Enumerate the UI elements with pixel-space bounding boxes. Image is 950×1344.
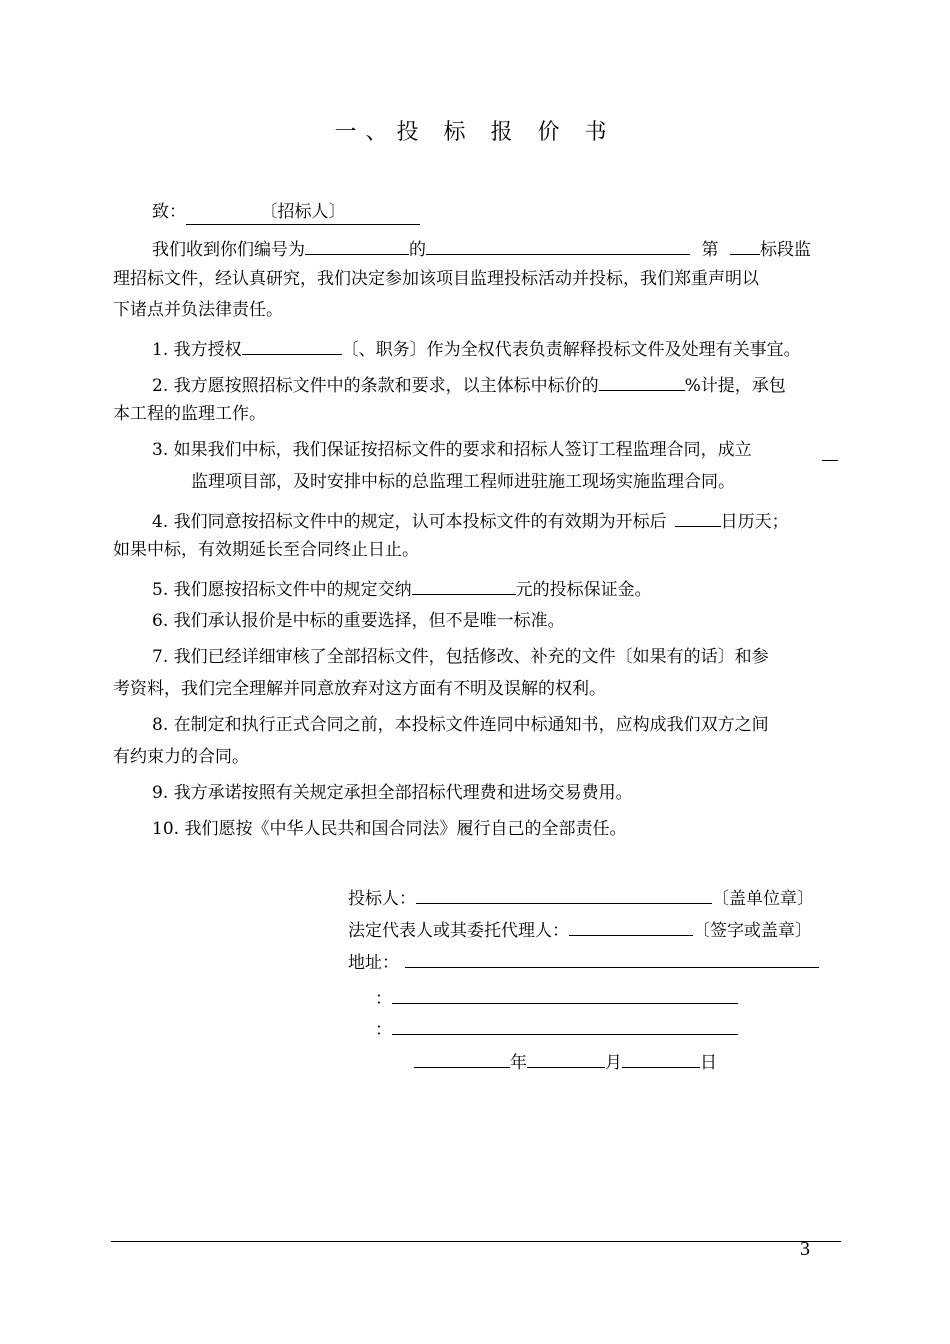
clause-1 [152,335,801,362]
bidder-label: 投标人： [348,889,416,909]
bidder-field[interactable] [416,884,712,904]
clause-text: 1. 我方授权 [152,340,242,360]
clause-7-line-1: 7. 我们已经详细审核了全部招标文件，包括修改、补充的文件〔如果有的话〕和参 [152,647,769,667]
tender-number-field[interactable] [305,235,409,255]
section-number-field[interactable] [730,235,760,255]
footer-rule [111,1241,841,1242]
fee-percent-field[interactable] [599,371,685,391]
representative-name-field[interactable] [242,335,342,355]
bid-bond-amount-field[interactable] [412,575,516,595]
clause-8-line-1: 8. 在制定和执行正式合同之前，本投标文件连同中标通知书，应构成我们双方之间 [152,715,769,735]
clause-2-line-1 [152,371,786,398]
clause-2-line-2: 本工程的监理工作。 [113,404,266,424]
address-field[interactable] [405,948,819,968]
clause-text: 元的投标保证金。 [515,580,652,600]
clause-text: 2. 我方愿按照招标文件中的条款和要求，以主体标中标价的 [152,376,599,396]
page-title: 一、投 标 报 价 书 [334,120,616,145]
project-department-field[interactable] [822,441,838,461]
clause-10: 10. 我们愿按《中华人民共和国合同法》履行自己的全部责任。 [152,819,627,839]
intro-text: 的 [409,240,426,260]
year-field[interactable] [414,1048,510,1068]
intro-line-3: 下诸点并负法律责任。 [113,300,283,320]
month-label: 月 [605,1053,622,1073]
clause-text: 5. 我们愿按招标文件中的规定交纳 [152,580,412,600]
clause-9: 9. 我方承诺按照有关规定承担全部招标代理费和进场交易费用。 [152,783,633,803]
page-number: 3 [800,1238,810,1260]
bidder-line [348,884,814,911]
address-line [348,948,819,975]
representative-label: 法定代表人或其委托代理人： [348,921,569,941]
representative-signature-field[interactable] [569,916,693,936]
clause-text: 日历天； [720,512,789,532]
address-label: 地址： [348,953,399,973]
addressee-prefix: 致： [152,202,186,222]
intro-text: 标段监 [760,240,811,260]
clause-6: 6. 我们承认报价是中标的重要选择，但不是唯一标准。 [152,611,565,631]
day-label: 日 [700,1053,717,1073]
bidder-note: 〔盖单位章〕 [712,889,814,909]
addressee-field[interactable] [186,200,420,225]
intro-line-2: 理招标文件，经认真研究，我们决定参加该项目监理投标活动并投标，我们郑重声明以 [113,269,759,289]
representative-note: 〔签字或盖章〕 [693,921,812,941]
intro-text: 我们收到你们编号为 [152,240,305,260]
intro-line-1 [152,235,811,262]
date-line [414,1048,717,1075]
extra-line-2 [375,1015,738,1042]
day-field[interactable] [622,1048,700,1068]
extra-line-1 [375,984,738,1011]
extra-label-2: ： [375,1020,392,1040]
clause-4-line-1 [152,507,789,534]
clause-7-line-2: 考资料，我们完全理解并同意放弃对这方面有不明及误解的权利。 [113,679,606,699]
clause-5 [152,575,652,602]
month-field[interactable] [527,1048,605,1068]
extra-field-2[interactable] [392,1015,738,1035]
clause-text: 〔、职务〕作为全权代表负责解释投标文件及处理有关事宜。 [341,340,801,360]
extra-label-1: ： [375,989,392,1009]
clause-3-line-1: 3. 如果我们中标，我们保证按招标文件的要求和招标人签订工程监理合同，成立 [152,440,752,460]
year-label: 年 [510,1053,527,1073]
validity-days-field[interactable] [675,507,721,527]
clause-text: %计提，承包 [684,376,786,396]
intro-text: 第 [701,240,719,260]
clause-8-line-2: 有约束力的合同。 [113,747,249,767]
addressee-line [152,200,420,225]
clause-3-line-2: 监理项目部，及时安排中标的总监理工程师进驻施工现场实施监理合同。 [191,472,735,492]
representative-line [348,916,812,943]
clause-text: 4. 我们同意按招标文件中的规定，认可本投标文件的有效期为开标后 [152,512,667,532]
project-name-field[interactable] [426,235,690,255]
clause-4-line-2: 如果中标，有效期延长至合同终止日止。 [113,540,419,560]
addressee-placeholder: 〔招标人〕 [260,202,346,222]
extra-field-1[interactable] [392,984,738,1004]
